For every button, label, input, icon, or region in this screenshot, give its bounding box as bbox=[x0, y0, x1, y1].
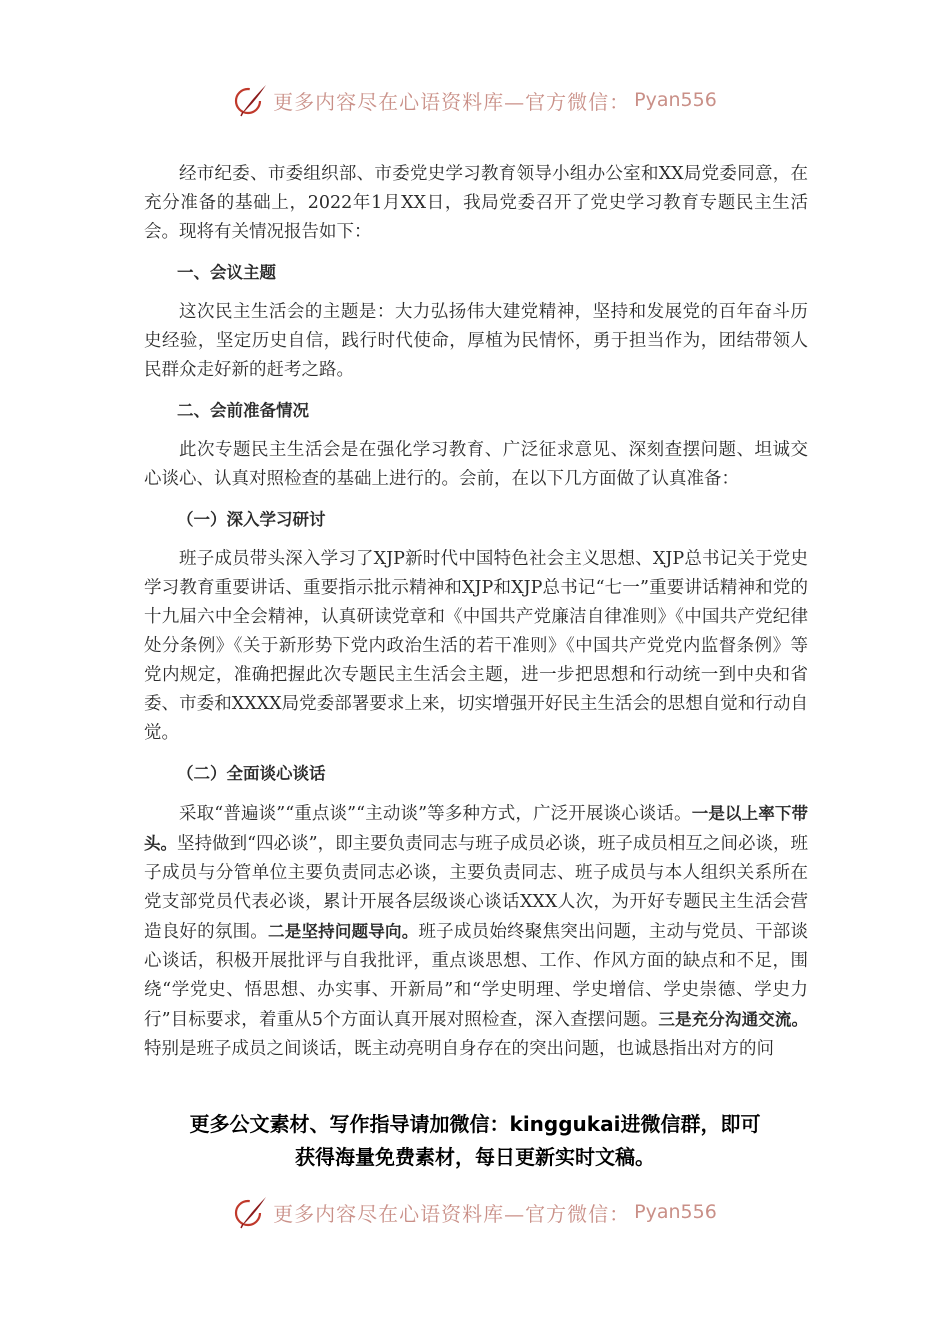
section-heading-2: 二、会前准备情况 bbox=[177, 401, 309, 420]
paragraph-preparation: 此次专题民主生活会是在强化学习教育、广泛征求意见、深刻查摆问题、坦诚交心谈心、认真对照检查的基础上进行的。会前，在以下几方面做了认真准备： bbox=[144, 440, 808, 489]
quill-pen-icon bbox=[233, 82, 269, 118]
footer-watermark-banner bbox=[0, 1190, 950, 1234]
talks-point-2-text: 班子成员始终聚焦突出问题，主动与党员、干部谈心谈话，积极开展批评与自我批评，重点谈思想、工作、作风方面的缺点和不足，围绕“学党史、悟思想、办实事、开新局”和“学史明理、学史增信、学史崇德、学史力行”目标要求，着重从5个方面认真开展对照检查，深入查摆问题。 bbox=[144, 922, 809, 1030]
talks-point-1-label: 一是以上率下带头。 bbox=[144, 804, 808, 853]
intro-paragraph: 经市纪委、市委组织部、市委党史学习教育领导小组办公室和XX局党委同意，在充分准备的基础上，2022年1月XX日，我局党委召开了党史学习教育专题民主生活会。现将有关情况报告如下： bbox=[144, 164, 808, 242]
talks-point-3-text: 特别是班子成员之间谈话，既主动亮明自身存在的突出问题，也诚恳指出对方的问 bbox=[144, 1039, 774, 1059]
talks-point-1-text: 坚持做到“四必谈”，即主要负责同志与班子成员必谈，班子成员相互之间必谈，班子成员与分管单位主要负责同志必谈，主要负责同志、班子成员与本人组织关系所在党支部党员代表必谈，累计开展各层级谈心谈话XXX人次，为开好专题民主生活会营造良好的氛围。 bbox=[144, 834, 809, 942]
talks-point-3-label: 三是充分沟通交流。 bbox=[658, 1010, 808, 1029]
paragraph-talks bbox=[144, 799, 808, 1064]
paragraph-theme: 这次民主生活会的主题是：大力弘扬伟大建党精神，坚持和发展党的百年奋斗历史经验，坚定历史自信，践行时代使命，厚植为民情怀，勇于担当作为，团结带领人民群众走好新的赶考之路。 bbox=[144, 302, 808, 380]
banner-wechat-id: Pyan556 bbox=[634, 89, 717, 111]
banner-wechat-id: Pyan556 bbox=[634, 1201, 717, 1223]
subsection-heading-1: （一）深入学习研讨 bbox=[177, 510, 326, 529]
promo-notice bbox=[0, 1108, 950, 1174]
promo-line-2: 获得海量免费素材，每日更新实时文稿。 bbox=[295, 1145, 655, 1169]
banner-text: 更多内容尽在心语资料库—官方微信： bbox=[273, 1201, 631, 1226]
quill-pen-icon bbox=[233, 1194, 269, 1230]
banner-text: 更多内容尽在心语资料库—官方微信： bbox=[273, 89, 631, 114]
promo-line-1: 更多公文素材、写作指导请加微信：kinggukai进微信群，即可 bbox=[189, 1112, 761, 1136]
talks-intro-text: 采取“普遍谈”“重点谈”“主动谈”等多种方式，广泛开展谈心谈话。 bbox=[179, 804, 692, 824]
subsection-heading-2: （二）全面谈心谈话 bbox=[177, 764, 326, 783]
header-watermark-banner bbox=[0, 78, 950, 122]
paragraph-study: 班子成员带头深入学习了XJP新时代中国特色社会主义思想、XJP总书记关于党史学习教育重要讲话、重要指示批示精神和XJP和XJP总书记“七一”重要讲话精神和党的十九届六中全会精神，认真研读党章和《中国共产党廉洁自律准则》《中国共产党纪律处分条例》《关于新形势下党内政治生活的若干准则》《中国共产党党内监督条例》等党内规定，准确把握此次专题民主生活会主题，进一步把思想和行动统一到中央和省委、市委和XXXX局党委部署要求上来，切实增强开好民主生活会的思想自觉和行动自觉。 bbox=[144, 549, 808, 743]
talks-point-2-label: 二是坚持问题导向。 bbox=[268, 922, 419, 941]
section-heading-1: 一、会议主题 bbox=[177, 263, 276, 282]
document-body bbox=[144, 160, 808, 1064]
